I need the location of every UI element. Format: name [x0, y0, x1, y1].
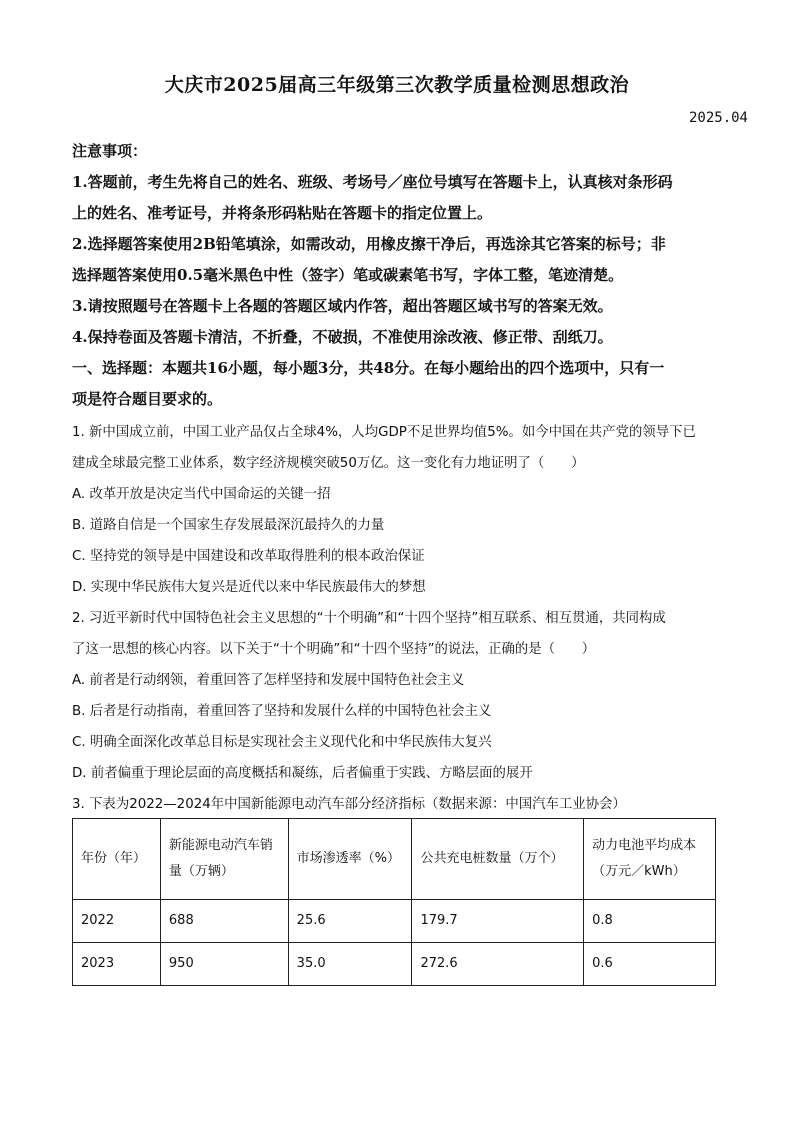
data-table [72, 818, 716, 986]
table-header-cell: 市场渗透率（%） [288, 819, 412, 900]
table-cell: 272.6 [412, 943, 584, 986]
question-stem: 建成全球最完整工业体系，数字经济规模突破50万亿。这一变化有力地证明了（ ） [72, 456, 585, 471]
question-stem: 1. 新中国成立前，中国工业产品仅占全球4%，人均GDP不足世界均值5%。如今中国在共产党的领导下已 [72, 425, 696, 440]
option-a: A. 前者是行动纲领，着重回答了怎样坚持和发展中国特色社会主义 [72, 673, 465, 688]
table-row [73, 943, 716, 986]
table-header-cell: 公共充电桩数量（万个） [412, 819, 584, 900]
option-c: C. 明确全面深化改革总目标是实现社会主义现代化和中华民族伟大复兴 [72, 735, 492, 750]
table-cell: 2022 [73, 900, 161, 943]
table-row [73, 900, 716, 943]
section-heading: 一、选择题：本题共16小题，每小题3分，共48分。在每小题给出的四个选项中，只有一 [72, 359, 665, 377]
table-header-cell: 动力电池平均成本（万元／kWh） [584, 819, 716, 900]
option-d: D. 前者偏重于理论层面的高度概括和凝练，后者偏重于实践、方略层面的展开 [72, 766, 533, 781]
notice-line: 4.保持卷面及答题卡清洁，不折叠，不破损，不准使用涂改液、修正带、刮纸刀。 [72, 328, 613, 346]
table-header-cell: 年份（年） [73, 819, 161, 900]
notice-line: 选择题答案使用0.5毫米黑色中性（签字）笔或碳素笔书写，字体工整，笔迹清楚。 [72, 266, 624, 284]
notice-line: 上的姓名、准考证号，并将条形码粘贴在答题卡的指定位置上。 [72, 204, 493, 222]
question-stem: 2. 习近平新时代中国特色社会主义思想的“十个明确”和“十四个坚持”相互联系、相互贯通，共同构成 [72, 611, 666, 626]
table-cell: 35.0 [288, 943, 412, 986]
notice-heading: 注意事项： [72, 142, 148, 160]
table-cell: 950 [160, 943, 288, 986]
section-heading: 项是符合题目要求的。 [72, 390, 223, 408]
notice-line: 3.请按照题号在答题卡上各题的答题区域内作答，超出答题区域书写的答案无效。 [72, 297, 613, 315]
option-b: B. 后者是行动指南，着重回答了坚持和发展什么样的中国特色社会主义 [72, 704, 492, 719]
question-stem: 了这一思想的核心内容。以下关于“十个明确”和“十四个坚持”的说法，正确的是（ ） [72, 642, 596, 657]
page-title: 大庆市2025届高三年级第三次教学质量检测思想政治 [164, 74, 630, 96]
table-cell: 0.8 [584, 900, 716, 943]
table-header-row [73, 819, 716, 900]
option-b: B. 道路自信是一个国家生存发展最深沉最持久的力量 [72, 518, 385, 533]
table-cell: 688 [160, 900, 288, 943]
option-a: A. 改革开放是决定当代中国命运的关键一招 [72, 487, 331, 502]
table-cell: 2023 [73, 943, 161, 986]
table-cell: 25.6 [288, 900, 412, 943]
table-cell: 179.7 [412, 900, 584, 943]
question-stem: 3. 下表为2022—2024年中国新能源电动汽车部分经济指标（数据来源：中国汽车工业协会） [72, 797, 626, 812]
option-d: D. 实现中华民族伟大复兴是近代以来中华民族最伟大的梦想 [72, 580, 426, 595]
option-c: C. 坚持党的领导是中国建设和改革取得胜利的根本政治保证 [72, 549, 425, 564]
notice-line: 1.答题前，考生先将自己的姓名、班级、考场号／座位号填写在答题卡上，认真核对条形码 [72, 173, 673, 191]
exam-date: 2025.04 [688, 110, 748, 126]
notice-line: 2.选择题答案使用2B铅笔填涂，如需改动，用橡皮擦干净后，再选涂其它答案的标号；非 [72, 235, 666, 253]
table-header-cell: 新能源电动汽车销量（万辆） [160, 819, 288, 900]
table-cell: 0.6 [584, 943, 716, 986]
